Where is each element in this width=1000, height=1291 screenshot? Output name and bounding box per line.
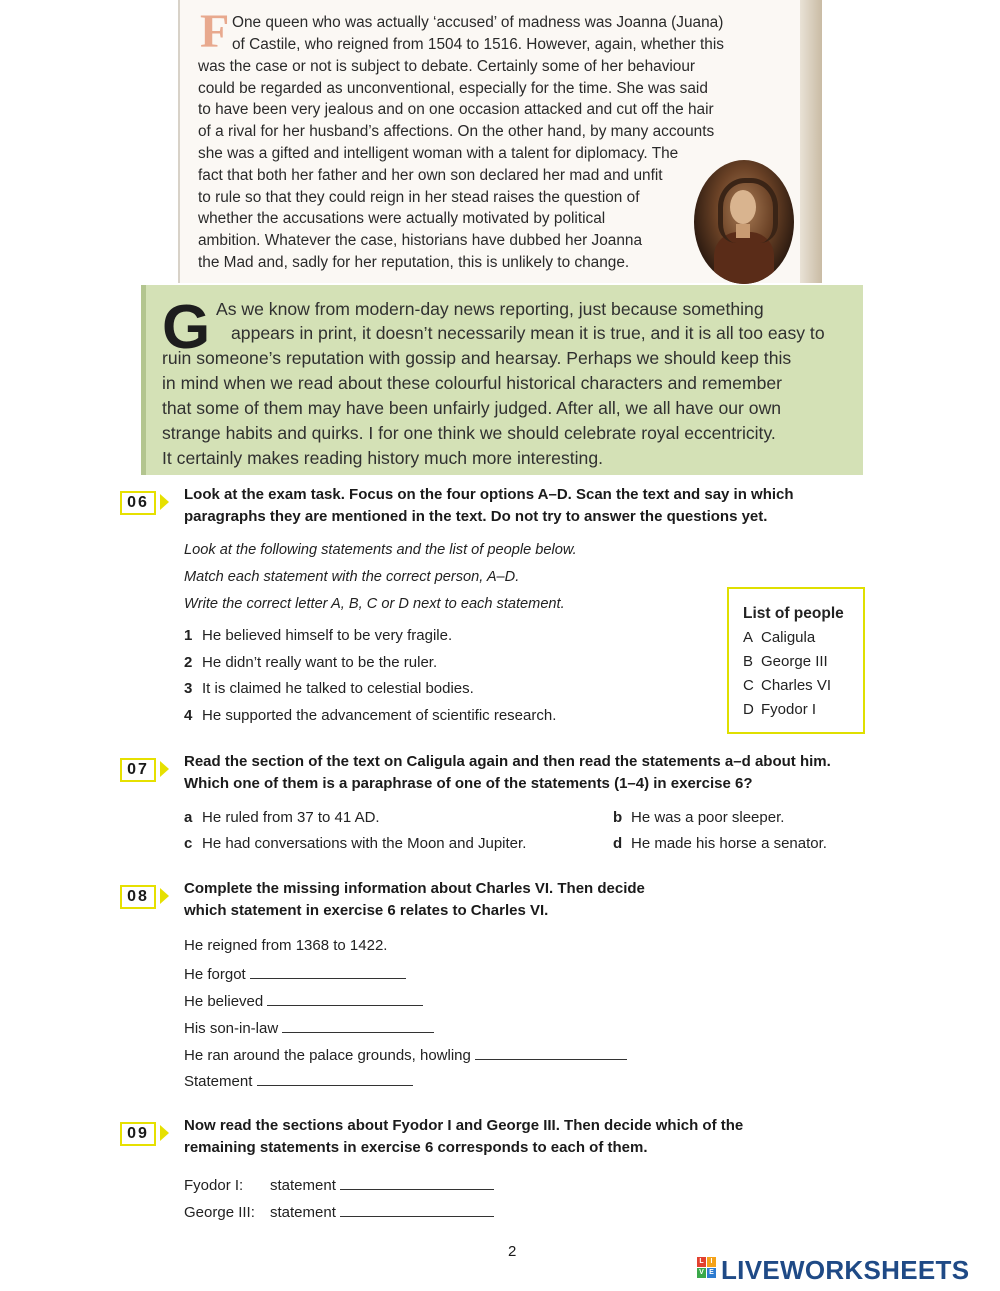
f-line: to rule so that they could reign in her stead raises the question of: [198, 189, 640, 206]
option-item: [184, 809, 380, 826]
ex08-line: [184, 1071, 413, 1090]
f-line: of Castile, who reigned from 1504 to 1516. However, again, whether this: [232, 36, 724, 53]
g-line: that some of them may have been unfairly judged. After all, we all have our own: [162, 398, 782, 418]
option-item: [184, 835, 526, 852]
person-name: Charles VI: [761, 677, 832, 694]
f-line: could be regarded as unconventional, especially for the time. She was said: [198, 80, 708, 97]
page-number: 2: [508, 1243, 517, 1260]
option-letter: d: [613, 835, 623, 852]
option-text: He was a poor sleeper.: [631, 809, 785, 826]
statement-number: 3: [184, 680, 193, 697]
ex09-row: [184, 1202, 494, 1221]
dropcap-f: F: [200, 5, 230, 58]
ex08-line: [184, 1018, 434, 1037]
ex08-label: His son-in-law: [184, 1020, 279, 1037]
answer-blank[interactable]: [267, 991, 423, 1006]
f-line: she was a gifted and intelligent woman with a talent for diplomacy. The: [198, 145, 679, 162]
f-line: to have been very jealous and on one occasion attacked and cut off the hair: [198, 101, 714, 118]
g-line: As we know from modern-day news reporting, just because something: [216, 299, 764, 319]
person-letter: B: [743, 653, 754, 670]
ex09-label: statement: [270, 1204, 336, 1221]
answer-blank[interactable]: [475, 1045, 627, 1060]
f-line: the Mad and, sadly for her reputation, this is unlikely to change.: [198, 254, 630, 271]
exercise-arrow-icon: [160, 888, 169, 904]
portrait-hood: [718, 178, 778, 243]
ex09-person: George III:: [184, 1204, 255, 1221]
statement-text: He supported the advancement of scientific research.: [202, 707, 557, 724]
person-item: [743, 653, 828, 670]
ex09-label: statement: [270, 1177, 336, 1194]
exercise-arrow-icon: [160, 494, 169, 510]
f-line: fact that both her father and her own son declared her mad and unfit: [198, 167, 663, 184]
ex06-instruction: Look at the exam task. Focus on the four options A–D. Scan the text and say in which: [184, 486, 794, 503]
ex06-task: Write the correct letter A, B, C or D next to each statement.: [184, 596, 565, 612]
option-text: He had conversations with the Moon and Jupiter.: [202, 835, 527, 852]
person-letter: D: [743, 701, 754, 718]
person-name: George III: [761, 653, 828, 670]
section-g: [141, 285, 863, 475]
ex08-instruction: which statement in exercise 6 relates to Charles VI.: [184, 902, 549, 919]
statement-item: [184, 680, 474, 697]
person-name: Caligula: [761, 629, 816, 646]
answer-blank[interactable]: [250, 964, 406, 979]
ex08-label: He forgot: [184, 966, 246, 983]
liveworksheets-icon: [697, 1257, 717, 1279]
ex08-label: Statement: [184, 1073, 253, 1090]
ex06-task: Look at the following statements and the list of people below.: [184, 542, 577, 558]
exercise-06-number: 06: [120, 491, 156, 515]
f-line: One queen who was actually ‘accused’ of madness was Joanna (Juana): [232, 14, 724, 31]
ex08-line: He reigned from 1368 to 1422.: [184, 937, 388, 954]
statement-text: It is claimed he talked to celestial bodies.: [202, 680, 474, 697]
ex07-instruction: Which one of them is a paraphrase of one of the statements (1–4) in exercise 6?: [184, 775, 753, 792]
page-edge-shadow: [800, 0, 822, 283]
f-line: of a rival for her husband’s affections. On the other hand, by many accounts: [198, 123, 715, 140]
ex08-label: He ran around the palace grounds, howling: [184, 1047, 471, 1064]
ex08-line: [184, 964, 406, 983]
f-line: was the case or not is subject to debate. Certainly some of her behaviour: [198, 58, 696, 75]
joanna-portrait-image: [694, 160, 794, 284]
ex09-row: [184, 1175, 494, 1194]
answer-blank[interactable]: [340, 1202, 494, 1217]
exercise-arrow-icon: [160, 1125, 169, 1141]
statement-number: 1: [184, 627, 193, 644]
f-line: whether the accusations were actually motivated by political: [198, 210, 606, 227]
ex08-line: [184, 1045, 627, 1064]
ex06-task: Match each statement with the correct person, A–D.: [184, 569, 520, 585]
statement-item: [184, 707, 556, 724]
statement-number: 2: [184, 654, 193, 671]
logo-tile: V: [697, 1268, 706, 1278]
liveworksheets-wordmark: LIVEWORKSHEETS: [721, 1255, 970, 1285]
g-line: in mind when we read about these colourful historical characters and remember: [162, 373, 783, 393]
statement-text: He didn’t really want to be the ruler.: [202, 654, 438, 671]
ex08-label: He believed: [184, 993, 264, 1010]
ex08-line: [184, 991, 423, 1010]
logo-tile: E: [707, 1268, 716, 1278]
exercise-arrow-icon: [160, 761, 169, 777]
answer-blank[interactable]: [257, 1071, 413, 1086]
list-of-people-box: [727, 587, 865, 734]
ex06-instruction: paragraphs they are mentioned in the text. Do not try to answer the questions yet.: [184, 508, 768, 525]
ex07-instruction: Read the section of the text on Caligula again and then read the statements a–d about him.: [184, 753, 831, 770]
ex08-instruction: Complete the missing information about Charles VI. Then decide: [184, 880, 645, 897]
exercise-07-number: 07: [120, 758, 156, 782]
ex09-person: Fyodor I:: [184, 1177, 244, 1194]
g-line: It certainly makes reading history much more interesting.: [162, 448, 604, 468]
statement-number: 4: [184, 707, 193, 724]
person-letter: A: [743, 629, 754, 646]
person-item: [743, 701, 816, 718]
ex09-instruction: remaining statements in exercise 6 corresponds to each of them.: [184, 1139, 648, 1156]
statement-text: He believed himself to be very fragile.: [202, 627, 453, 644]
statement-item: [184, 627, 452, 644]
exercise-09-number: 09: [120, 1122, 156, 1146]
person-item: [743, 629, 815, 646]
person-letter: C: [743, 677, 754, 694]
g-line: appears in print, it doesn’t necessarily mean it is true, and it is all too easy to: [231, 323, 825, 343]
person-item: [743, 677, 831, 694]
person-name: Fyodor I: [761, 701, 817, 718]
answer-blank[interactable]: [282, 1018, 434, 1033]
dropcap-g: G: [162, 293, 211, 362]
option-letter: a: [184, 809, 193, 826]
option-item: [613, 809, 784, 826]
ex09-instruction: Now read the sections about Fyodor I and George III. Then decide which of the: [184, 1117, 744, 1134]
statement-item: [184, 654, 437, 671]
f-line: ambition. Whatever the case, historians have dubbed her Joanna: [198, 232, 643, 249]
logo-tile: I: [707, 1257, 716, 1267]
g-line: ruin someone’s reputation with gossip and hearsay. Perhaps we should keep this: [162, 348, 792, 368]
option-letter: c: [184, 835, 193, 852]
exercise-08-number: 08: [120, 885, 156, 909]
g-line: strange habits and quirks. I for one think we should celebrate royal eccentricity.: [162, 423, 776, 443]
option-text: He made his horse a senator.: [631, 835, 827, 852]
option-item: [613, 835, 827, 852]
answer-blank[interactable]: [340, 1175, 494, 1190]
logo-tile: L: [697, 1257, 706, 1267]
list-of-people-title: List of people: [743, 605, 844, 622]
option-letter: b: [613, 809, 623, 826]
option-text: He ruled from 37 to 41 AD.: [202, 809, 380, 826]
